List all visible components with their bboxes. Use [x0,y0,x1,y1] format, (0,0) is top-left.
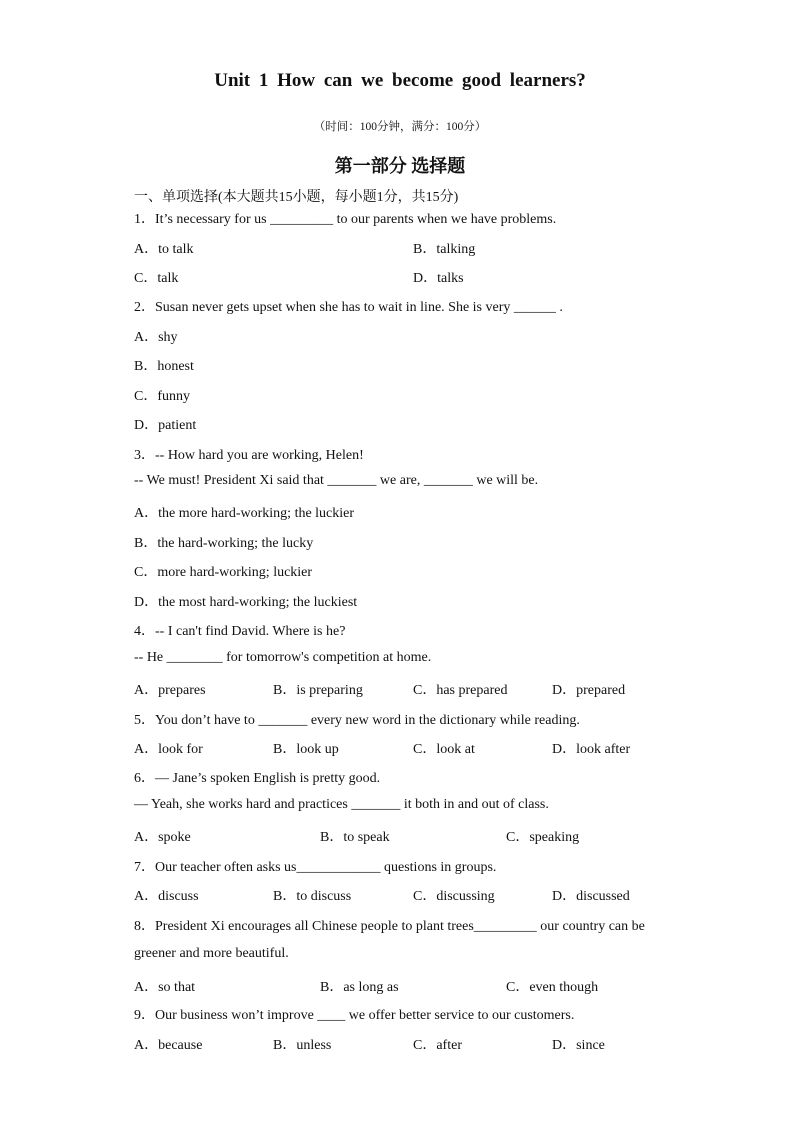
question-2-option-c[interactable]: C．funny [134,389,190,404]
question-4-option-a[interactable]: A．prepares [134,683,206,698]
question-1-option-c[interactable]: C．talk [134,271,179,286]
question-7-stem: 7．Our teacher often asks us____________ questions in groups. [134,860,497,875]
question-2-stem: 2．Susan never gets upset when she has to wait in line. She is very ______ . [134,300,563,315]
question-5-option-a[interactable]: A．look for [134,742,203,757]
question-6-stem: 6．— Jane’s spoken English is pretty good. [134,771,381,786]
question-2-option-a[interactable]: A．shy [134,330,178,345]
exam-meta: （时间：100分钟，满分：100分） [313,121,487,133]
question-4-option-b[interactable]: B．is preparing [273,683,363,698]
question-8-option-b[interactable]: B．as long as [320,980,399,995]
question-3-stem: 3．-- How hard you are working, Helen! [134,448,364,463]
question-6-option-a[interactable]: A．spoke [134,830,191,845]
question-8-option-c[interactable]: C．even though [506,980,599,995]
question-2-option-d[interactable]: D．patient [134,418,197,433]
question-7-option-d[interactable]: D．discussed [552,889,630,904]
question-5-stem: 5．You don’t have to _______ every new word in the dictionary while reading. [134,713,580,728]
part-title: 第一部分 选择题 [334,156,466,176]
question-1-option-b[interactable]: B．talking [413,242,476,257]
question-9-option-d[interactable]: D．since [552,1038,605,1053]
question-1-stem: 1．It’s necessary for us _________ to our parents when we have problems. [134,212,557,227]
page-title: Unit 1 How can we become good learners? [214,70,586,91]
question-1-option-a[interactable]: A．to talk [134,242,194,257]
question-3-option-b[interactable]: B．the hard-working; the lucky [134,536,314,551]
question-2-option-b[interactable]: B．honest [134,359,194,374]
question-7-option-b[interactable]: B．to discuss [273,889,352,904]
question-7-option-a[interactable]: A．discuss [134,889,199,904]
question-3-option-c[interactable]: C．more hard-working; luckier [134,565,313,580]
question-3-stem-2: -- We must! President Xi said that _______ we are, _______ we will be. [134,473,539,488]
question-5-option-d[interactable]: D．look after [552,742,631,757]
question-6-option-b[interactable]: B．to speak [320,830,390,845]
question-9-option-b[interactable]: B．unless [273,1038,332,1053]
question-8-option-a[interactable]: A．so that [134,980,196,995]
question-4-option-d[interactable]: D．prepared [552,683,626,698]
question-9-stem: 9．Our business won’t improve ____ we offer better service to our customers. [134,1008,575,1023]
question-4-option-c[interactable]: C．has prepared [413,683,508,698]
question-3-option-a[interactable]: A．the more hard-working; the luckier [134,506,355,521]
question-6-stem-2: — Yeah, she works hard and practices _______ it both in and out of class. [134,797,549,812]
question-8-stem-2: greener and more beautiful. [134,946,289,961]
question-9-option-c[interactable]: C．after [413,1038,462,1053]
question-5-option-b[interactable]: B．look up [273,742,339,757]
question-1-option-d[interactable]: D．talks [413,271,464,286]
question-9-option-a[interactable]: A．because [134,1038,203,1053]
question-4-stem-2: -- He ________ for tomorrow's competition at home. [134,650,432,665]
question-3-option-d[interactable]: D．the most hard-working; the luckiest [134,595,358,610]
question-4-stem: 4．-- I can't find David. Where is he? [134,624,346,639]
section-title: 一、单项选择(本大题共15小题，每小题1分，共15分) [134,190,459,205]
question-8-stem: 8．President Xi encourages all Chinese people to plant trees_________ our country can be [134,919,645,934]
question-7-option-c[interactable]: C．discussing [413,889,495,904]
question-6-option-c[interactable]: C．speaking [506,830,580,845]
question-5-option-c[interactable]: C．look at [413,742,475,757]
